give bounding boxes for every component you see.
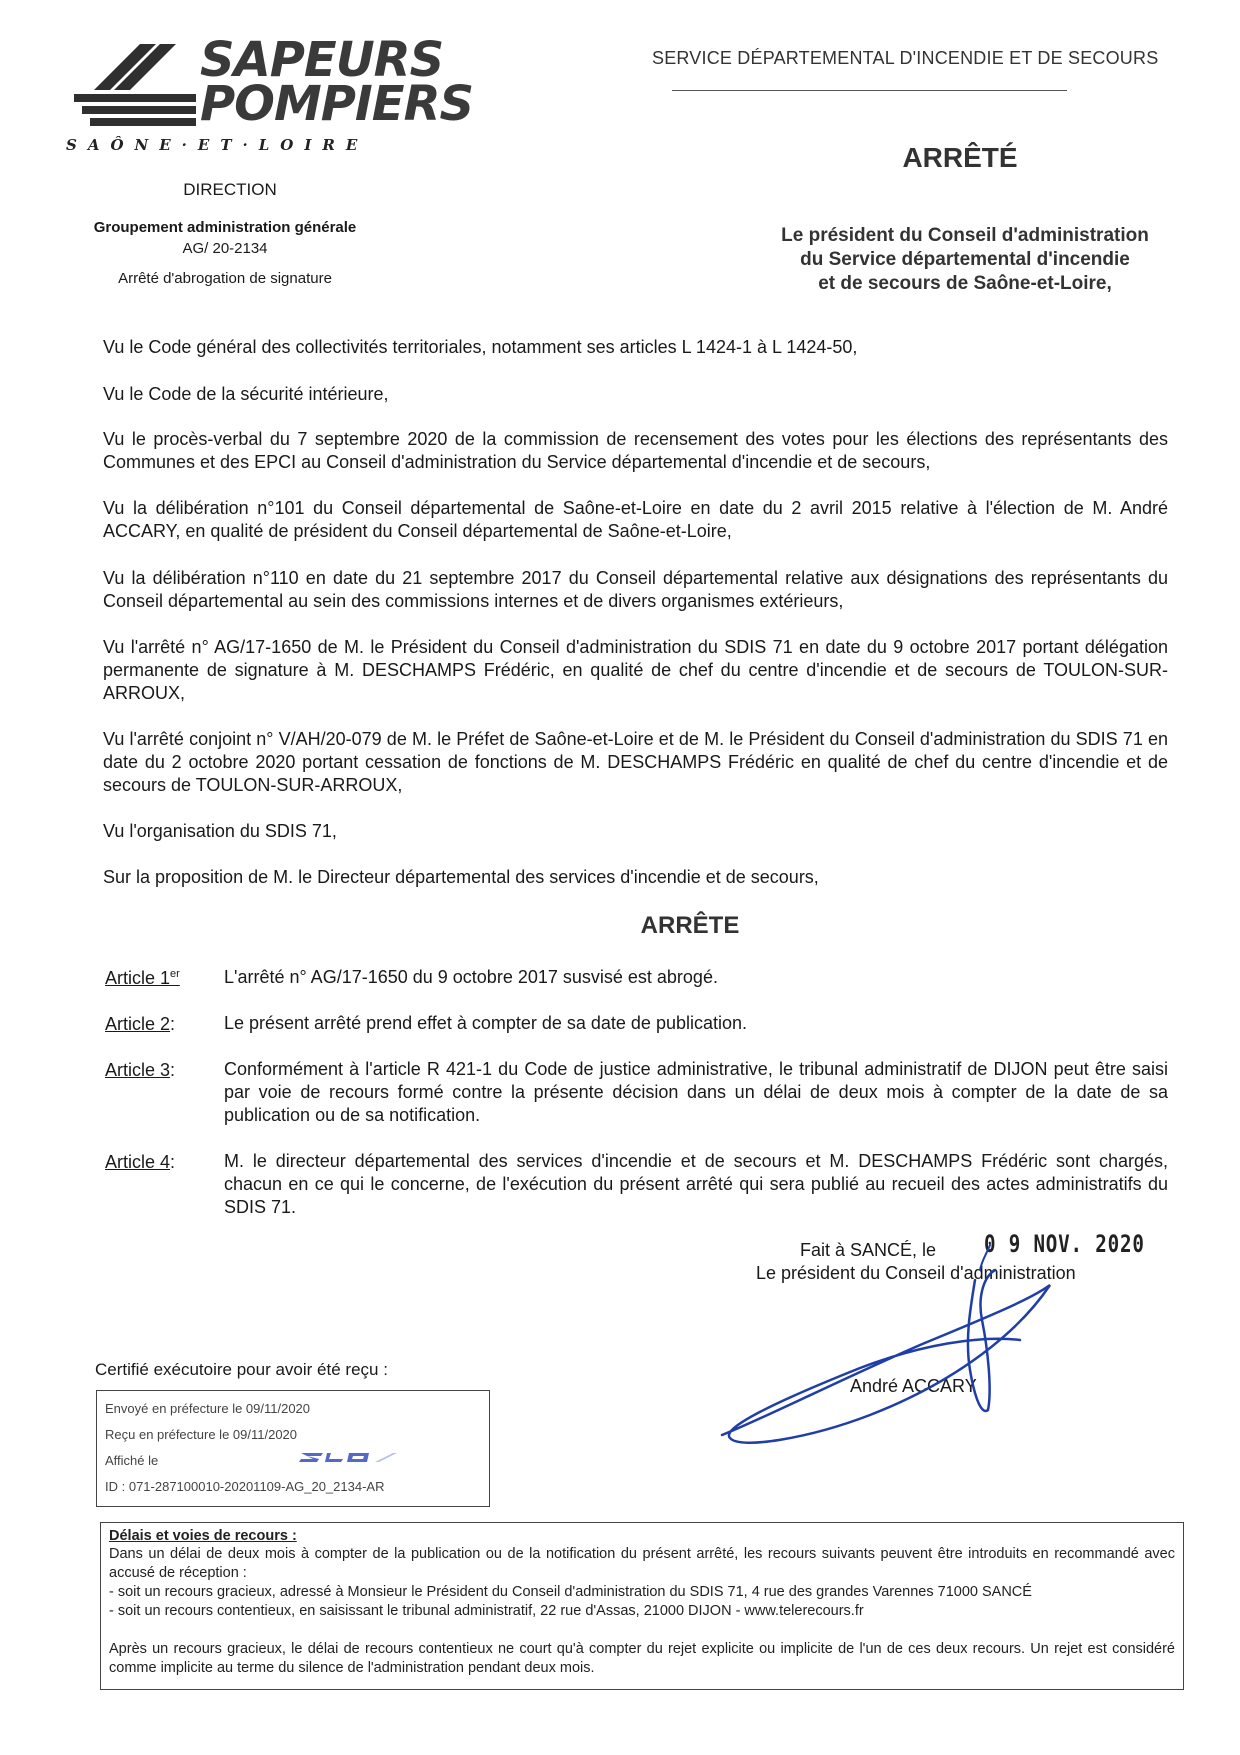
article-text: L'arrêté n° AG/17-1650 du 9 octobre 2017 susvisé est abrogé. (224, 967, 718, 987)
visa-paragraph: Sur la proposition de M. le Directeur départemental des services d'incendie et de secours, (103, 867, 819, 887)
reference-number: AG/ 20-2134 (182, 240, 268, 257)
certificate-box (96, 1390, 490, 1507)
appeal-paragraph: Après un recours gracieux, le délai de recours contentieux ne court qu'à compter du rejet explicite ou implicite de l'un de ces deux recours. Un rejet est considéré comme implicite au terme du silence de l'administration pendant deux mois. (109, 1641, 1175, 1676)
arrete-heading: ARRÊTE (640, 912, 740, 939)
article-label (105, 968, 215, 989)
issuer-line: et de secours de Saône-et-Loire, (818, 273, 1112, 294)
article-label-text: Article 4 (105, 1152, 171, 1172)
certificate-sent: Envoyé en préfecture le 09/11/2020 (105, 1401, 311, 1416)
appeal-notice-box (100, 1522, 1184, 1690)
date-stamp: 0 9 NOV. 2020 (984, 1230, 1145, 1258)
signatory-name: André ACCARY (850, 1376, 977, 1396)
slo-stamp-icon (297, 1449, 407, 1465)
article-label (105, 1152, 215, 1173)
handwritten-signature (720, 1240, 1120, 1450)
visa-paragraph: Vu l'arrêté n° AG/17-1650 de M. le Président du Conseil d'administration du SDIS 71 en date du 9 octobre 2017 portant délégation permanente de signature à M. DESCHAMPS Frédéric, en qualité de chef du centre d'incendie et de secours de TOULON-SUR-ARROUX, (103, 637, 1168, 703)
sdis-logo (62, 32, 474, 161)
logo-brand-line1: SAPEURS (200, 32, 444, 88)
article-label-text: Article 3 (105, 1060, 171, 1080)
certificate-received: Reçu en préfecture le 09/11/2020 (105, 1427, 298, 1442)
document-title: ARRÊTÉ (902, 142, 1018, 173)
appeal-option: - soit un recours contentieux, en saisissant le tribunal administratif, 22 rue d'Assas, 21000 DIJON - www.telerecours.fr (109, 1603, 864, 1619)
article-label-text: Article 2 (105, 1014, 171, 1034)
header-rule (672, 90, 1067, 91)
direction-label: DIRECTION (183, 180, 277, 199)
certificate-title: Certifié exécutoire pour avoir été reçu : (95, 1360, 388, 1379)
issuer-line: Le président du Conseil d'administration (781, 225, 1149, 246)
article-label-suffix: : (170, 1014, 176, 1034)
visa-paragraph: Vu la délibération n°101 du Conseil départemental de Saône-et-Loire en date du 2 avril 2015 relative à l'élection de M. André ACCARY, en qualité de président du Conseil départemental de Saône-et-Loire, (103, 498, 1168, 541)
article-label (105, 1060, 215, 1081)
visa-paragraph: Vu le procès-verbal du 7 septembre 2020 de la commission de recensement des votes pour les élections des représentants des Communes et des EPCI au Conseil d'administration du Service départemental d'incendie et de secours, (103, 429, 1168, 472)
certificate-id: ID : 071-287100010-20201109-AG_20_2134-AR (105, 1479, 385, 1494)
visa-paragraph: Vu le Code de la sécurité intérieure, (103, 384, 389, 404)
article-text: Le présent arrêté prend effet à compter de sa date de publication. (224, 1013, 748, 1033)
stripes-logo-icon (70, 42, 200, 132)
article-text: M. le directeur départemental des services d'incendie et de secours et M. DESCHAMPS Frédéric sont chargés, chacun en ce qui le concerne, de l'exécution du présent arrêté qui sera publié au recueil des actes administratifs du SDIS 71. (224, 1151, 1168, 1217)
certificate-posted: Affiché le (105, 1453, 159, 1468)
groupement-label: Groupement administration générale (93, 219, 357, 236)
appeal-paragraph: Dans un délai de deux mois à compter de la publication ou de la notification du présent arrêté, les recours suivants peuvent être introduits en recommandé avec accusé de réception : (109, 1546, 1175, 1581)
article-text: Conformément à l'article R 421-1 du Code de justice administrative, le tribunal administratif de DIJON peut être saisi par voie de recours formé contre la présente décision dans un délai de deux mois à compter de la date de sa publication ou de sa notification. (224, 1059, 1168, 1125)
article-label-text: Article 1 (105, 968, 171, 988)
article-label-suffix: : (170, 1152, 176, 1172)
visa-paragraph: Vu la délibération n°110 en date du 21 septembre 2017 du Conseil départemental relative aux désignations des représentants du Conseil départemental au sein des commissions internes et de divers organismes extérieurs, (103, 568, 1168, 611)
service-header: SERVICE DÉPARTEMENTAL D'INCENDIE ET DE SECOURS (652, 48, 1159, 68)
visa-paragraph: Vu le Code général des collectivités territoriales, notamment ses articles L 1424-1 à L 1424-50, (103, 337, 858, 357)
issuer-block (650, 224, 1170, 296)
logo-brand-line2: POMPIERS (200, 76, 474, 132)
issuer-line: du Service départemental d'incendie (800, 249, 1130, 270)
document-object: Arrêté d'abrogation de signature (118, 270, 332, 287)
signature-place: Fait à SANCÉ, le (800, 1240, 937, 1260)
visa-paragraph: Vu l'arrêté conjoint n° V/AH/20-079 de M. le Préfet de Saône-et-Loire et de M. le Président du Conseil d'administration du SDIS 71 en date du 2 octobre 2020 portant cessation de fonctions de M. DESCHAMPS Frédéric en qualité de chef du centre d'incendie et de secours de TOULON-SUR-ARROUX, (103, 729, 1168, 795)
signatory-title: Le président du Conseil d'administration (756, 1263, 1076, 1283)
article-label-suffix: : (170, 1060, 176, 1080)
appeal-option: - soit un recours gracieux, adressé à Monsieur le Président du Conseil d'administration du SDIS 71, 4 rue des grandes Varennes 71000 SANCÉ (109, 1584, 1032, 1600)
visa-paragraph: Vu l'organisation du SDIS 71, (103, 821, 337, 841)
logo-department: SAÔNE·ET·LOIRE (66, 136, 369, 154)
article-label-sup: er (170, 968, 180, 980)
article-label (105, 1014, 215, 1035)
appeal-title: Délais et voies de recours : (109, 1528, 297, 1544)
